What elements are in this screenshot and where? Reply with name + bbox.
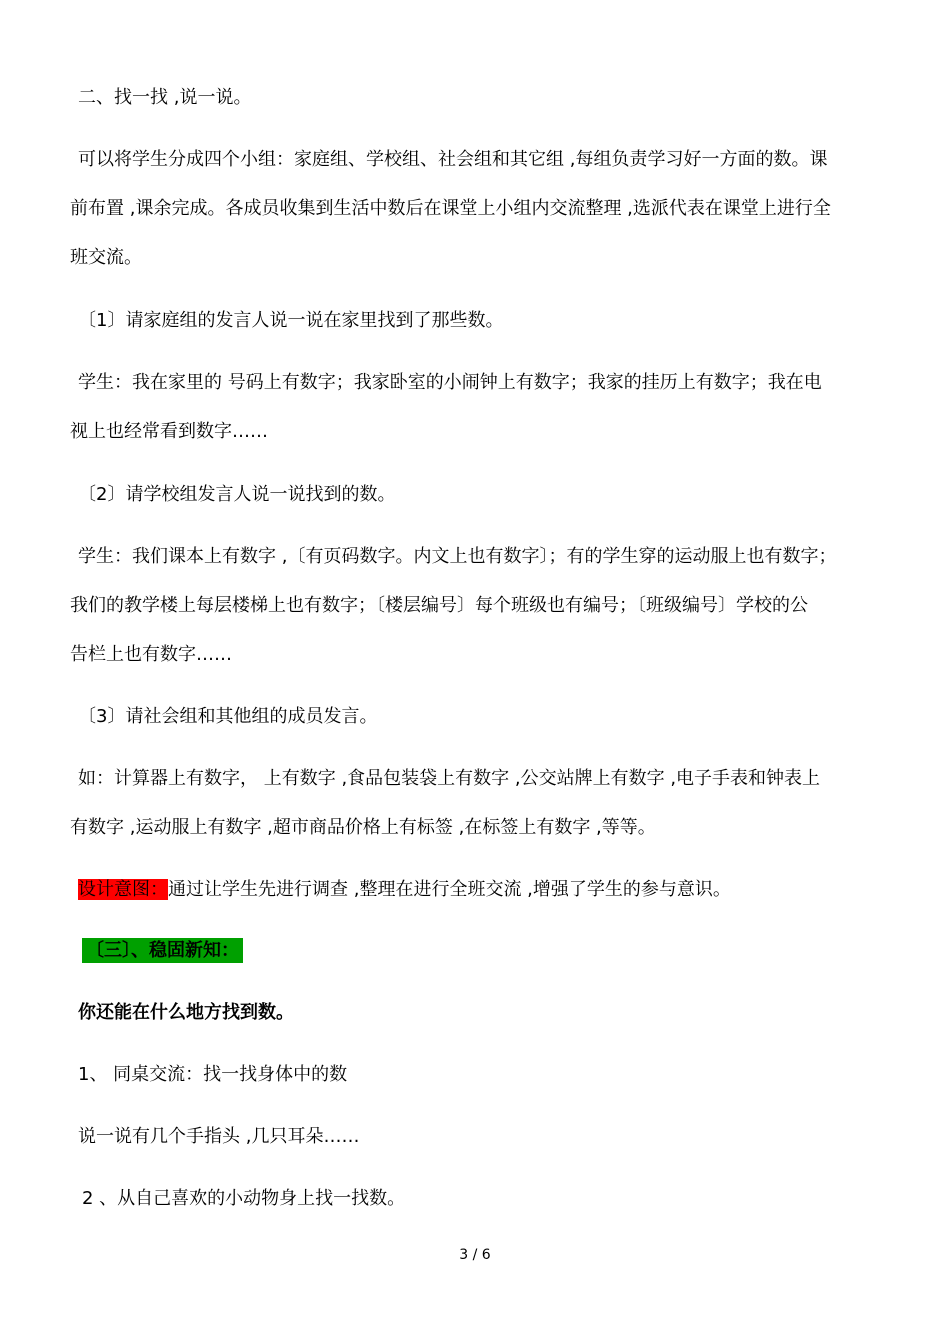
section3-heading-label: 〔三〕、稳固新知： — [82, 938, 243, 963]
intro-line-3: 班交流。 — [70, 247, 142, 268]
section3-step-2: 2 、从自己喜欢的小动物身上找一找数。 — [82, 1188, 406, 1209]
item2-answer-line-1: 学生：我们课本上有数字 ,〔有页码数字。内文上也有数字〕；有的学生穿的运动服上也有数字； — [78, 546, 837, 567]
design-intent-text: 通过让学生先进行调查 ,整理在进行全班交流 ,增强了学生的参与意识。 — [168, 879, 731, 900]
intro-line-2: 前布置 ,课余完成。各成员收集到生活中数后在课堂上小组内交流整理 ,选派代表在课堂上进行全 — [70, 198, 831, 219]
section3-step-1: 1、 同桌交流：找一找身体中的数 — [78, 1064, 348, 1085]
design-intent-label: 设计意图： — [78, 879, 168, 900]
item1-answer-line-2: 视上也经常看到数字…… — [70, 421, 268, 442]
section3-step-1-detail: 说一说有几个手指头 ,几只耳朵…… — [78, 1126, 360, 1147]
design-intent — [78, 878, 731, 902]
item1-prompt: 〔1〕请家庭组的发言人说一说在家里找到了那些数。 — [78, 310, 504, 331]
item2-prompt: 〔2〕请学校组发言人说一说找到的数。 — [78, 484, 396, 505]
item3-answer-line-2: 有数字 ,运动服上有数字 ,超市商品价格上有标签 ,在标签上有数字 ,等等。 — [70, 817, 656, 838]
item3-answer-line-1: 如：计算器上有数字， 上有数字 ,食品包装袋上有数字 ,公交站牌上有数字 ,电子手表和钟表上 — [78, 768, 821, 789]
item1-answer-line-1: 学生：我在家里的 号码上有数字；我家卧室的小闹钟上有数字；我家的挂历上有数字；我在电 — [78, 372, 822, 393]
section-title: 二、找一找 ,说一说。 — [78, 87, 252, 108]
section3-question: 你还能在什么地方找到数。 — [78, 1002, 294, 1023]
page-number: 3 / 6 — [459, 1247, 491, 1263]
section3-heading — [82, 939, 243, 963]
item2-answer-line-2: 我们的教学楼上每层楼梯上也有数字；〔楼层编号〕每个班级也有编号；〔班级编号〕学校的公 — [70, 595, 808, 616]
item3-prompt: 〔3〕请社会组和其他组的成员发言。 — [78, 706, 378, 727]
intro-line-1: 可以将学生分成四个小组：家庭组、学校组、社会组和其它组 ,每组负责学习好一方面的数。课 — [78, 149, 828, 170]
item2-answer-line-3: 告栏上也有数字…… — [70, 644, 232, 665]
